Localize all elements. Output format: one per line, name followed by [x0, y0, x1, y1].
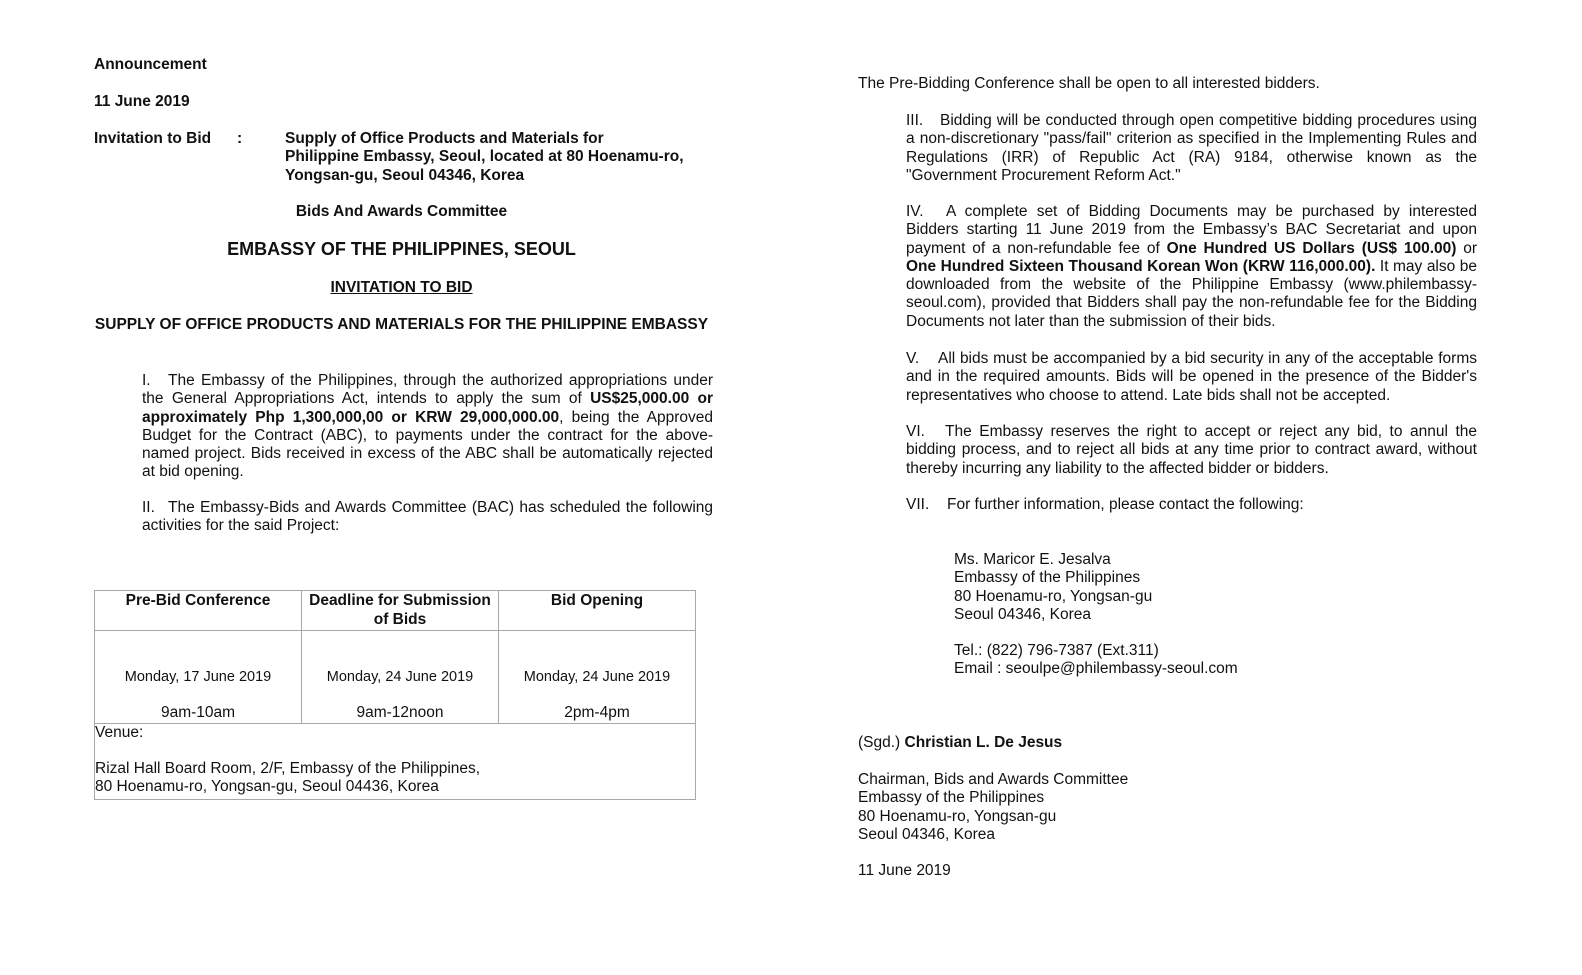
schedule-venue-row	[95, 723, 696, 799]
itb-label: Invitation to Bid	[94, 130, 212, 147]
section-iv	[906, 203, 1477, 331]
contact-line: Ms. Maricor E. Jesalva	[954, 551, 1111, 568]
section-fee-krw: One Hundred Sixteen Thousand Korean Won (KRW 116,000.00).	[906, 257, 1376, 275]
announcement-date: 11 June 2019	[94, 93, 190, 110]
schedule-time: 9am-12noon	[356, 704, 444, 722]
signature-date: 11 June 2019	[858, 862, 951, 879]
section-text: Bidding will be conducted through open competitive bidding procedures using a non-discretionary "pass/fail" criterion as specified in the Implementing Rules and Regulations (IRR) of Republic Act (RA) 9184, otherwise known as the "Government Procurement Reform Act."	[906, 112, 1477, 184]
section-text: For further information, please contact the following:	[947, 496, 1304, 513]
section-number: VI.	[906, 423, 925, 440]
venue-cell	[95, 723, 696, 799]
venue-label: Venue:	[95, 723, 144, 741]
signatory-line: 80 Hoenamu-ro, Yongsan-gu	[858, 807, 1057, 825]
venue-line: 80 Hoenamu-ro, Yongsan-gu, Seoul 04436, Korea	[95, 778, 439, 796]
schedule-time: 9am-10am	[160, 704, 236, 722]
schedule-time: 2pm-4pm	[564, 704, 630, 722]
schedule-header-cell: Pre-Bid Conference	[95, 591, 302, 631]
section-number: I.	[142, 372, 151, 389]
pre-bidding-note: The Pre-Bidding Conference shall be open to all interested bidders.	[858, 75, 1320, 92]
schedule-date: Monday, 24 June 2019	[326, 669, 474, 685]
signatory-line: Seoul 04346, Korea	[858, 825, 996, 843]
section-text: or	[1456, 239, 1477, 257]
schedule-header-cell: Deadline for Submission of Bids	[302, 591, 499, 631]
schedule-dates-row	[95, 631, 696, 724]
schedule-cell	[499, 631, 696, 724]
section-number: III.	[906, 112, 924, 129]
contact-email: Email : seoulpe@philembassy-seoul.com	[954, 660, 1238, 678]
section-text: It may also be downloaded from the website of the Philippine Embassy (www.philembassy-seoul.com), provided that Bidders shall pay the non-refundable fee for the Bidding Documents not later than the submission of their bids.	[906, 257, 1477, 330]
signature-line	[858, 734, 1062, 752]
signatory-block	[858, 771, 1128, 844]
contact-block	[954, 551, 1152, 624]
schedule-cell	[302, 631, 499, 724]
schedule-date: Monday, 17 June 2019	[124, 669, 272, 685]
section-v	[906, 350, 1477, 405]
contact-line: Embassy of the Philippines	[954, 569, 1141, 587]
itb-colon: :	[237, 130, 243, 147]
contact-telecom	[954, 642, 1238, 679]
committee-heading: Bids And Awards Committee	[295, 203, 508, 220]
section-vi	[906, 423, 1477, 478]
section-text: All bids must be accompanied by a bid security in any of the acceptable forms and in the required amounts. Bids will be opened in the presence of the Bidder's representatives who choose to attend. Late bids shall not be accepted.	[906, 350, 1477, 404]
section-text: The Embassy-Bids and Awards Committee (BAC) has scheduled the following activities for the said Project:	[142, 499, 713, 535]
section-text: A complete set of Bidding Documents may be purchased by interested Bidders starting 11 June 2019 from the Embassy’s BAC Secretariat and upon payment of a non-refundable fee of	[906, 203, 1477, 257]
contact-tel: Tel.: (822) 796-7387 (Ext.311)	[954, 642, 1159, 659]
section-ii	[142, 499, 713, 536]
section-number: V.	[906, 350, 920, 367]
schedule-cell	[95, 631, 302, 724]
section-fee-usd: One Hundred US Dollars (US$ 100.00)	[1166, 239, 1457, 257]
supply-heading: SUPPLY OF OFFICE PRODUCTS AND MATERIALS FOR THE PHILIPPINE EMBASSY	[94, 316, 709, 333]
section-i	[142, 372, 713, 482]
venue-line: Rizal Hall Board Room, 2/F, Embassy of the Philippines,	[95, 759, 481, 777]
announcement-label: Announcement	[94, 56, 207, 73]
embassy-heading: EMBASSY OF THE PHILIPPINES, SEOUL	[227, 239, 576, 259]
schedule-date: Monday, 24 June 2019	[523, 669, 671, 685]
contact-line: Seoul 04346, Korea	[954, 605, 1092, 623]
signatory-line: Embassy of the Philippines	[858, 789, 1045, 807]
section-number: IV.	[906, 203, 924, 220]
schedule-header-cell: Bid Opening	[499, 591, 696, 631]
section-vii	[906, 496, 1477, 514]
itb-subject	[285, 130, 725, 185]
signatory-name: Christian L. De Jesus	[904, 734, 1063, 751]
itb-subject-line: Yongsan-gu, Seoul 04346, Korea	[285, 166, 525, 184]
contact-line: 80 Hoenamu-ro, Yongsan-gu	[954, 587, 1153, 605]
itb-subject-line: Philippine Embassy, Seoul, located at 80 Hoenamu-ro,	[285, 148, 684, 166]
section-amount: US$25,000.00 or approximately Php 1,300,000,00 or KRW 29,000,000.00	[142, 390, 713, 426]
signature-prefix: (Sgd.)	[858, 734, 905, 751]
section-text: The Embassy of the Philippines, through the authorized appropriations under the General Appropriations Act, intends to apply the sum of	[142, 372, 713, 408]
itb-heading: INVITATION TO BID	[330, 279, 473, 296]
itb-subject-line: Supply of Office Products and Materials for	[285, 130, 604, 147]
section-text: The Embassy reserves the right to accept or reject any bid, to annul the bidding process, and to reject all bids at any time prior to contract award, without thereby incurring any liability to the affected bidder or bidders.	[906, 423, 1477, 477]
signatory-line: Chairman, Bids and Awards Committee	[858, 771, 1129, 788]
section-number: VII.	[906, 496, 930, 513]
section-iii	[906, 112, 1477, 185]
section-number: II.	[142, 499, 155, 516]
schedule-header-row	[95, 591, 696, 631]
section-text: , being the Approved Budget for the Contract (ABC), to payments under the contract for the above-named project. Bids received in excess of the ABC shall be automatically rejected at bid opening.	[142, 408, 714, 481]
schedule-table	[94, 590, 695, 797]
